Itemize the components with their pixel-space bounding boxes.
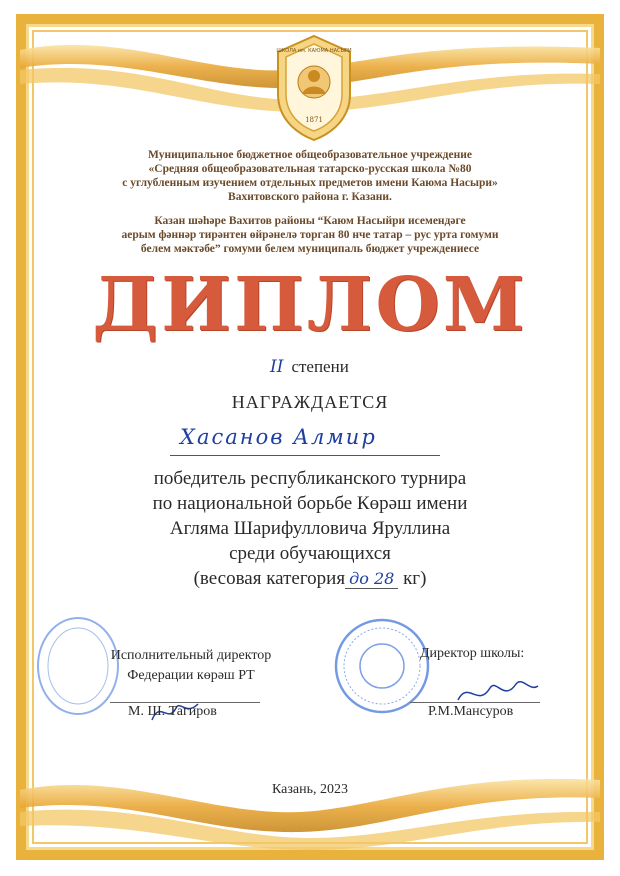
right-round-stamp: [332, 616, 432, 716]
award-reason-line-1: победитель республиканского турнира: [153, 468, 467, 489]
degree-label: степени: [291, 357, 349, 376]
award-reason-line-3: Агляма Шарифулловича Яруллина: [169, 518, 451, 539]
left-signatory-title: [86, 646, 296, 686]
weight-prefix: (весовая категория: [193, 568, 346, 589]
award-reason-line-2: по национальной борьбе Көрәш имени: [152, 493, 468, 514]
left-signatory-title-line-2: Федерации көрәш РТ: [127, 668, 255, 683]
header-ru-line-2: «Средняя общеобразовательная татарско-русская школа №80: [148, 163, 472, 175]
weight-category: [60, 568, 560, 590]
recipient-name-handwritten: Хасанов Алмир: [180, 425, 377, 449]
award-reason-line-4: среди обучающихся: [229, 543, 391, 564]
school-emblem: [270, 32, 358, 142]
header-tt-line-3: белем мәктәбе” гомуми белем муниципаль бюджет учреждениесе: [140, 243, 480, 255]
header-ru-line-4: Вахитовского района г. Казани.: [228, 191, 392, 203]
header-tt-line-2: аерым фәннәр тирәнтен өйрәнелә торган 80 нче татар – рус урта гомуми: [121, 229, 499, 241]
header-tt-line-1: Казан шәһәре Вахитов районы “Каюм Насыйри исемендәге: [154, 215, 466, 227]
emblem-ring-text: ШКОЛА им. КАЮМА НАСЫРИ: [276, 48, 352, 54]
header-russian: [60, 148, 560, 204]
left-signatory-name: М. Ш. Тагиров: [128, 704, 217, 719]
header-tatar: [60, 214, 560, 256]
city-year: Казань, 2023: [272, 782, 348, 797]
degree-line: [270, 357, 349, 377]
right-signatory-name: Р.М.Мансуров: [428, 704, 514, 719]
weight-handwritten-value: до 28: [345, 569, 398, 589]
header-ru-line-3: с углубленным изучением отдельных предметов имени Каюма Насыри»: [122, 177, 498, 189]
weight-suffix: кг): [403, 568, 427, 589]
left-signatory-title-line-1: Исполнительный директор: [110, 648, 272, 663]
right-signatory-title: Директор школы:: [420, 646, 525, 661]
diploma-title: ДИПЛОМ: [92, 262, 528, 348]
emblem-year: 1871: [305, 116, 323, 124]
award-reason: [60, 466, 560, 566]
degree-handwritten-value: II: [270, 357, 284, 377]
header-ru-line-1: Муниципальное бюджетное общеобразовательное учреждение: [148, 149, 472, 161]
recipient-name-underline: [170, 455, 440, 456]
awarded-label: НАГРАЖДАЕТСЯ: [231, 392, 389, 412]
